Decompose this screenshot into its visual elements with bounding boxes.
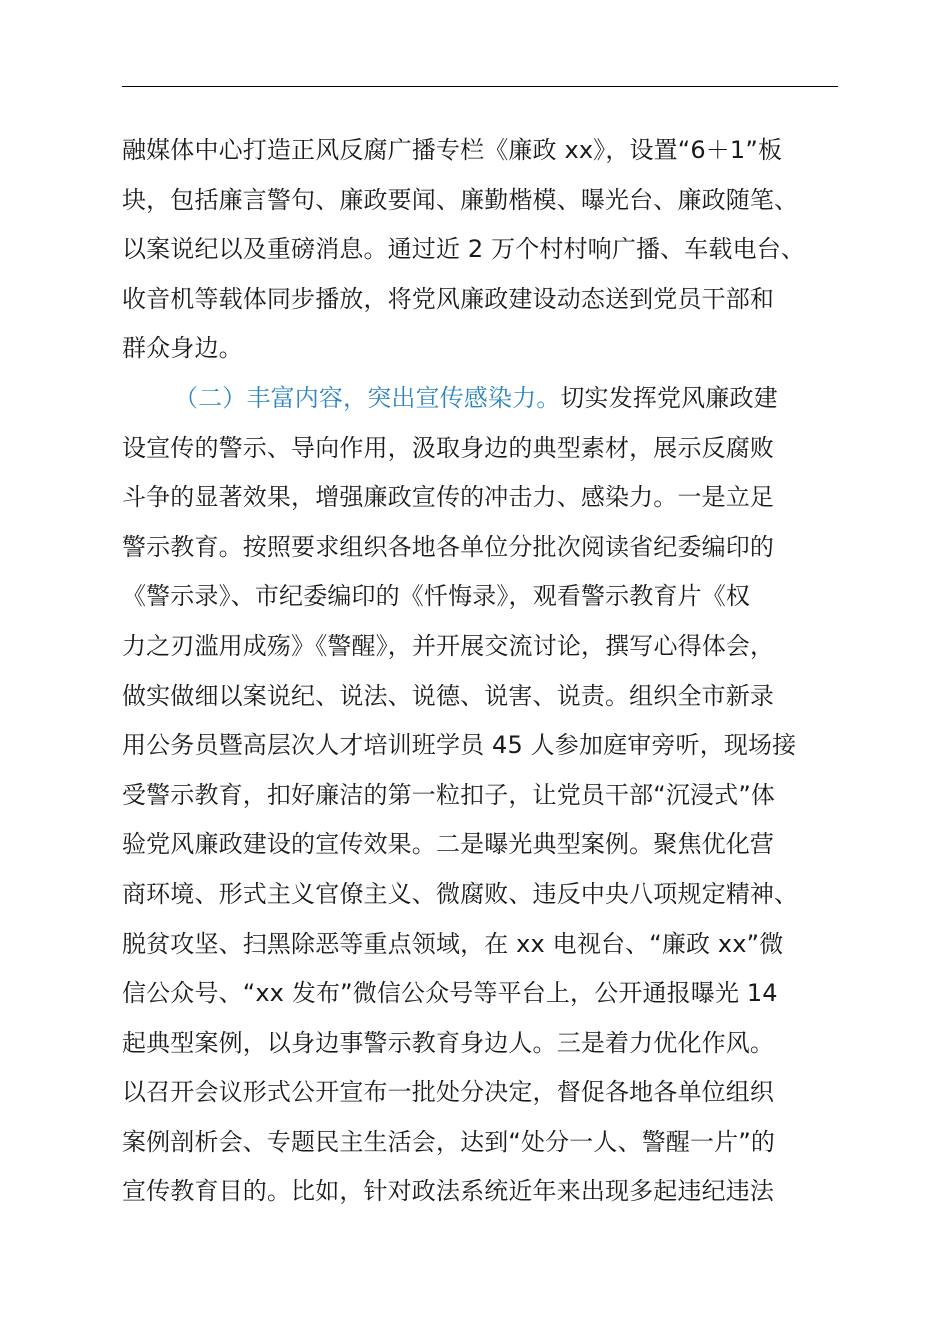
paragraph-2 — [122, 374, 838, 1217]
text-line: 商环境、形式主义官僚主义、微腐败、违反中央八项规定精神、 — [122, 879, 799, 908]
text-line: 斗争的显著效果，增强廉政宣传的冲击力、感染力。一是立足 — [122, 483, 775, 512]
text-line: 群众身边。 — [122, 334, 243, 363]
text-line: 案例剖析会、专题民主生活会，达到“处分一人、警醒一片”的 — [122, 1127, 776, 1156]
text-line: 做实做细以案说纪、说法、说德、说害、说责。组织全市新录 — [122, 681, 775, 710]
text-line: 以召开会议形式公开宣布一批处分决定，督促各地各单位组织 — [122, 1078, 775, 1107]
text-line: 用公务员暨高层次人才培训班学员 45 人参加庭审旁听，现场接 — [122, 731, 797, 760]
document-body — [122, 126, 838, 1217]
paragraph-first-line — [122, 374, 838, 424]
text-line: 起典型案例，以身边事警示教育身边人。三是着力优化作风。 — [122, 1028, 775, 1057]
text-line: 信公众号、“xx 发布”微信公众号等平台上，公开通报曝光 14 — [122, 979, 778, 1008]
text-line: 验党风廉政建设的宣传效果。二是曝光典型案例。聚焦优化营 — [122, 830, 775, 859]
text-line: 收音机等载体同步播放，将党风廉政建设动态送到党员干部和 — [122, 284, 775, 313]
text-line: 脱贫攻坚、扫黑除恶等重点领域，在 xx 电视台、“廉政 xx”微 — [122, 929, 784, 958]
paragraph-1 — [122, 126, 838, 374]
text-line: 宣传教育目的。比如，针对政法系统近年来出现多起违纪违法 — [122, 1177, 775, 1206]
section-heading: （二）丰富内容，突出宣传感染力。 — [174, 383, 561, 412]
text-line: 力之刃滥用成殇》《警醒》，并开展交流讨论，撰写心得体会， — [122, 631, 775, 660]
text-line: 受警示教育，扣好廉洁的第一粒扣子，让党员干部“沉浸式”体 — [122, 780, 776, 809]
text-span: 切实发挥党风廉政建 — [560, 383, 778, 412]
text-line: 以案说纪以及重磅消息。通过近 2 万个村村响广播、车载电台、 — [122, 235, 806, 264]
text-line: 融媒体中心打造正风反腐广播专栏《廉政 xx》，设置“6＋1”板 — [122, 136, 783, 164]
text-line: 《警示录》、市纪委编印的《忏悔录》，观看警示教育片《权 — [122, 582, 751, 611]
text-line: 设宣传的警示、导向作用，汲取身边的典型素材，展示反腐败 — [122, 433, 775, 462]
header-rule — [122, 86, 838, 87]
text-line: 警示教育。按照要求组织各地各单位分批次阅读省纪委编印的 — [122, 532, 775, 561]
text-line: 块，包括廉言警句、廉政要闻、廉勤楷模、曝光台、廉政随笔、 — [122, 185, 799, 214]
